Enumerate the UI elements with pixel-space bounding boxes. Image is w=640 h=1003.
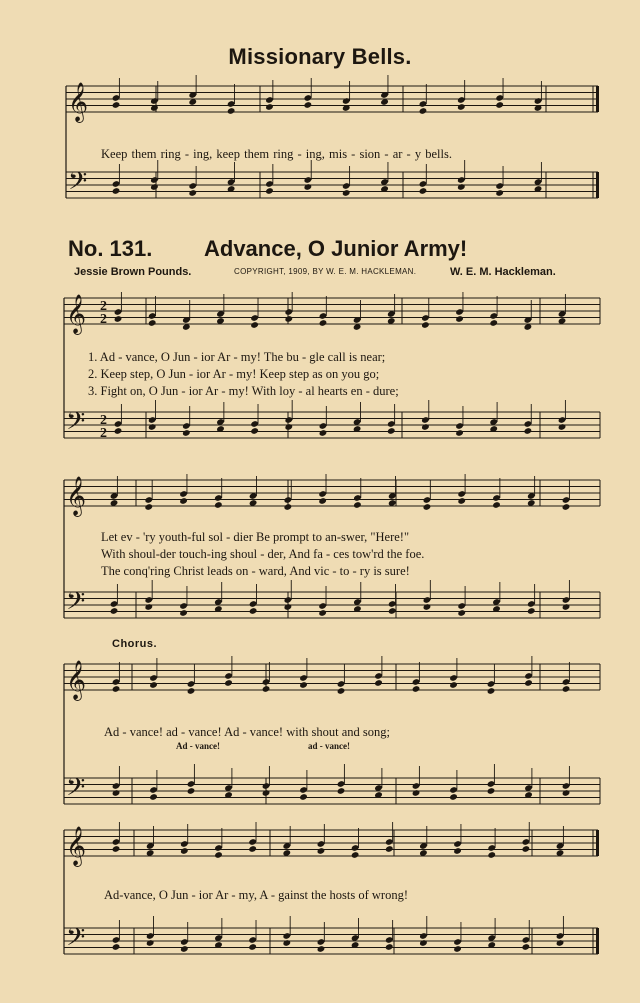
hymn-system-3-bass-notehead	[149, 793, 158, 801]
verse-2-line-1: 2. Keep step, O Jun - ior Ar - my! Keep step as on you go;	[88, 367, 380, 381]
missionary-bells-bass-notehead	[419, 187, 428, 195]
hymn-system-4-treble-notehead	[180, 847, 189, 855]
hymn-system-3-bass-notehead	[412, 789, 421, 797]
chorus-label: Chorus.	[112, 638, 158, 650]
hymn-system-2-bass-notehead	[423, 603, 432, 611]
hymn-system-1-bass-notehead	[421, 423, 430, 431]
hymn-system-1-treble-notehead	[114, 315, 123, 323]
hymn-system-2-treble-notehead	[318, 497, 327, 505]
missionary-bells-bass-notehead	[112, 187, 121, 195]
hymn-system-2-bass-notehead	[249, 607, 258, 615]
hymn-system-2-bass-notehead	[388, 607, 397, 615]
hymn-system-4-bass-notehead	[522, 943, 531, 951]
hymn-system-3-bass-notehead	[562, 789, 571, 797]
hymn-system-2-bass-notehead	[527, 607, 536, 615]
missionary-bells-bass-notehead	[265, 187, 274, 195]
missionary-bells-bass-notehead	[304, 183, 313, 191]
hymn-system-1-treble-notehead	[455, 315, 464, 323]
hymn-system-3-bass-notehead	[299, 793, 308, 801]
chorus-line-1: Ad - vance! ad - vance! Ad - vance! with shout and song;	[104, 725, 391, 739]
hymn-system-4-treble-notehead	[351, 851, 360, 859]
hymn-system-2-treble-clef: 𝄞	[66, 476, 87, 516]
hymn-system-4-bass-notehead	[556, 939, 565, 947]
hymn-system-1-treble-notehead	[148, 319, 157, 327]
hymn-system-3-treble-notehead	[149, 681, 158, 689]
hymn-system-3-treble-notehead	[224, 679, 233, 687]
hymn-system-1-bass-clef: 𝄢	[66, 407, 86, 442]
hymn-system-4-treble-notehead	[214, 851, 223, 859]
hymn-system-1-treble-notehead	[250, 321, 259, 329]
hymn-system-4-bass-notehead	[385, 943, 394, 951]
hymn-number: No. 131.	[68, 236, 153, 261]
hymn-system-3-treble-notehead	[374, 679, 383, 687]
hymn-system-1-treble-clef: 𝄞	[66, 294, 87, 334]
hymn-system-2-treble-notehead	[353, 501, 362, 509]
missionary-bells-treble-notehead	[304, 101, 313, 109]
hymn-system-2-treble-notehead	[562, 503, 571, 511]
hymn-system-1-bass-notehead	[387, 427, 396, 435]
hymn-system-3-treble-notehead	[262, 685, 271, 693]
hymn-title: Advance, O Junior Army!	[204, 236, 468, 261]
hymn-system-4-final-thick-bar	[596, 830, 599, 856]
missionary-bells-bass-notehead	[342, 189, 351, 197]
hymn-header	[68, 236, 588, 268]
verse-3-line-2: The conq'ring Christ leads on - ward, And vic - to - ry is sure!	[101, 564, 410, 578]
hymn-system-1-bass-notehead	[182, 429, 191, 437]
hymn-system-1-bass-notehead	[148, 423, 157, 431]
hymn-system-2-treble-notehead	[144, 503, 153, 511]
hymn-system-3-treble-notehead	[299, 681, 308, 689]
missionary-bells-bass-notehead	[495, 189, 504, 197]
hymn-system-3-bass-notehead	[449, 793, 458, 801]
hymn-system-2-treble-notehead	[492, 501, 501, 509]
hymn-system-2-bass-clef: 𝄢	[66, 587, 86, 622]
missionary-bells-treble-notehead	[265, 103, 274, 111]
hymn-system-3-bass-notehead	[262, 789, 271, 797]
chorus-echo-2: ad - vance!	[308, 741, 350, 751]
hymn-system-4-bass-clef: 𝄢	[66, 923, 86, 958]
hymn-system-4-treble-notehead	[453, 847, 462, 855]
hymn-system-3-bass-clef: 𝄢	[66, 773, 86, 808]
hymn-system-1-bass-notehead	[114, 427, 123, 435]
hymn-system-1-bass-notehead	[319, 429, 328, 437]
time-signature-digit: 2	[100, 426, 107, 441]
missionary-bells-title: Missionary Bells.	[228, 44, 412, 69]
hymn-system-4-bass-notehead	[317, 945, 326, 953]
time-signature-digit: 2	[100, 312, 107, 327]
chorus-echo-1: Ad - vance!	[176, 741, 220, 751]
hymn-copyright: COPYRIGHT, 1909, BY W. E. M. HACKLEMAN.	[234, 267, 417, 276]
hymn-system-2-bass-notehead	[318, 609, 327, 617]
hymn-system-4-bass-notehead	[146, 939, 155, 947]
hymn-system-2-bass-notehead	[144, 603, 153, 611]
hymn-system-1-treble-notehead	[319, 319, 328, 327]
hymn-system-1-bass-notehead	[455, 429, 464, 437]
hymn-system-4-bass-notehead	[180, 945, 189, 953]
hymn-system-2-treble-notehead	[179, 497, 188, 505]
missionary-bells-treble-notehead	[112, 101, 121, 109]
verse-1-line-1: 1. Ad - vance, O Jun - ior Ar - my! The bu - gle call is near;	[88, 350, 386, 364]
missionary-bells-bass-notehead	[188, 189, 197, 197]
verse-1-line-2: Let ev - 'ry youth-ful sol - dier Be prompt to an-swer, "Here!"	[101, 530, 410, 544]
hymn-system-1-bass-notehead	[250, 427, 259, 435]
hymn-credits	[74, 266, 594, 282]
hymn-system-2-treble-notehead	[214, 501, 223, 509]
missionary-bells-treble-notehead	[227, 107, 236, 115]
hymn-system-2-bass-notehead	[110, 607, 119, 615]
hymn-system-2-bass-notehead	[179, 609, 188, 617]
hymn-system-4-treble-notehead	[487, 851, 496, 859]
hymn-system-1-bass-notehead	[524, 427, 533, 435]
hymn-system-4-treble-notehead	[522, 845, 531, 853]
missionary-bells-treble-clef: 𝄞	[68, 82, 89, 122]
time-signature-digit: 2	[100, 299, 107, 314]
hymn-system-3-bass-notehead	[112, 789, 121, 797]
hymn-author: Jessie Brown Pounds.	[74, 266, 192, 278]
hymn-system-3-treble-clef: 𝄞	[66, 660, 87, 700]
missionary-bells-final-thick-bar	[596, 86, 599, 112]
missionary-bells-treble-notehead	[495, 101, 504, 109]
missionary-bells-bass-clef: 𝄢	[68, 167, 88, 202]
hymn-system-3-bass-notehead	[187, 787, 196, 795]
hymn-system-3-bass-notehead	[487, 787, 496, 795]
hymn-system-4-treble-notehead	[248, 845, 257, 853]
chorus-line-2: Ad-vance, O Jun - ior Ar - my, A - gainst the hosts of wrong!	[104, 888, 409, 902]
hymn-system-2-treble-notehead	[457, 497, 466, 505]
missionary-bells-bass-notehead	[457, 183, 466, 191]
hymn-system-3-treble-notehead	[524, 679, 533, 687]
hymn-system-3-bass-notehead	[337, 787, 346, 795]
hymn-system-4-treble-notehead	[317, 847, 326, 855]
hymn-system-1-treble-notehead	[489, 319, 498, 327]
hymn-system-4-bass-notehead	[419, 939, 428, 947]
hymn-system-2-treble-notehead	[284, 503, 293, 511]
verse-3-line-1: 3. Fight on, O Jun - ior Ar - my! With loy - al hearts en - dure;	[88, 384, 399, 398]
hymn-system-1-treble-notehead	[421, 321, 430, 329]
hymn-system-3-treble-notehead	[487, 687, 496, 695]
hymn-system-2-bass-notehead	[562, 603, 571, 611]
hymn-system-3-treble-notehead	[187, 687, 196, 695]
hymn-composer: W. E. M. Hackleman.	[450, 266, 556, 278]
hymn-system-1-bass-notehead	[284, 423, 293, 431]
missionary-bells-final-thick-bar	[596, 172, 599, 198]
hymn-system-3-treble-notehead	[112, 685, 121, 693]
hymn-system-3-treble-notehead	[337, 687, 346, 695]
hymn-system-2-bass-notehead	[457, 609, 466, 617]
missionary-bells-lyric: Keep them ring - ing, keep them ring - ing, mis - sion - ar - y bells.	[101, 147, 452, 161]
missionary-bells-treble-notehead	[457, 103, 466, 111]
hymn-system-2-bass-notehead	[284, 603, 293, 611]
hymn-system-1-bass-notehead	[558, 423, 567, 431]
hymn-system-4-treble-notehead	[385, 845, 394, 853]
missionary-bells-bass-notehead	[150, 183, 159, 191]
time-signature-digit: 2	[100, 413, 107, 428]
hymn-system-4-treble-notehead	[112, 845, 121, 853]
hymn-system-2-treble-notehead	[423, 503, 432, 511]
hymn-system-3-treble-notehead	[562, 685, 571, 693]
hymn-system-4-bass-notehead	[282, 939, 291, 947]
hymn-system-4-treble-clef: 𝄞	[66, 826, 87, 866]
hymn-system-4-bass-notehead	[112, 943, 121, 951]
hymn-system-3-treble-notehead	[412, 685, 421, 693]
hymn-system-4-bass-notehead	[248, 943, 257, 951]
hymn-system-3-treble-notehead	[449, 681, 458, 689]
verse-2-line-2: With shoul-der touch-ing shoul - der, And fa - ces tow'rd the foe.	[101, 547, 425, 561]
hymn-system-4-bass-notehead	[453, 945, 462, 953]
hymn-system-4-final-thick-bar	[596, 928, 599, 954]
missionary-bells-treble-notehead	[419, 107, 428, 115]
hymn-system-1-treble-notehead	[284, 315, 293, 323]
